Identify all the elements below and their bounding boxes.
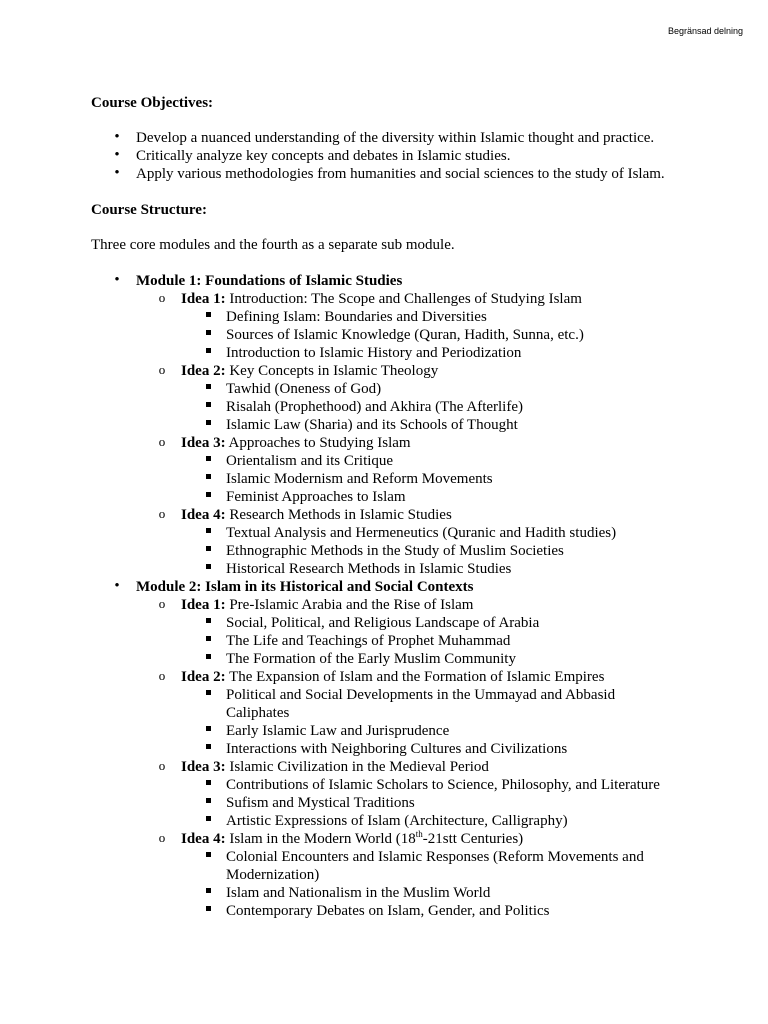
bullet-dot: • [114, 272, 120, 288]
bullet-square [201, 488, 215, 505]
bullet-square [201, 686, 215, 703]
bullet-square [201, 884, 215, 901]
objective-item: Apply various methodologies from humanities and social sciences to the study of Islam. [136, 166, 665, 182]
bullet-circle: o [158, 596, 166, 611]
idea-text: Approaches to Studying Islam [228, 435, 411, 451]
idea-label: Idea 1: [181, 291, 226, 307]
bullet-square [201, 650, 215, 667]
sub-item: Introduction to Islamic History and Periodization [226, 345, 522, 361]
bullet-circle: o [158, 434, 166, 449]
bullet-square [201, 416, 215, 433]
bullet-circle: o [158, 290, 166, 305]
bullet-square [201, 542, 215, 559]
bullet-square [201, 380, 215, 397]
sub-item: Islamic Law (Sharia) and its Schools of Thought [226, 417, 518, 433]
sub-item: Tawhid (Oneness of God) [226, 381, 382, 397]
idea-text: The Expansion of Islam and the Formation of Islamic Empires [229, 669, 605, 685]
idea-label: Idea 3: [181, 759, 226, 775]
bullet-square [201, 326, 215, 343]
idea-line [181, 758, 489, 776]
idea-text: Islamic Civilization in the Medieval Period [229, 759, 489, 775]
bullet-square [201, 740, 215, 757]
sub-item: Feminist Approaches to Islam [226, 489, 406, 505]
bullet-square [201, 470, 215, 487]
bullet-square [201, 902, 215, 919]
bullet-square [201, 614, 215, 631]
idea-text: Pre-Islamic Arabia and the Rise of Islam [229, 597, 474, 613]
bullet-square [201, 776, 215, 793]
idea-label: Idea 3: [181, 435, 226, 451]
objectives-heading: Course Objectives: [91, 95, 214, 111]
module-title: Module 1: Foundations of Islamic Studies [136, 273, 403, 289]
objective-item: Develop a nuanced understanding of the diversity within Islamic thought and practice. [136, 130, 655, 146]
idea-line [181, 830, 523, 848]
superscript: th [415, 829, 423, 839]
sub-item: Sufism and Mystical Traditions [226, 795, 415, 811]
sub-item: Early Islamic Law and Jurisprudence [226, 723, 450, 739]
sub-item: Sources of Islamic Knowledge (Quran, Hadith, Sunna, etc.) [226, 327, 584, 343]
bullet-dot: • [114, 578, 120, 594]
sub-item: Historical Research Methods in Islamic Studies [226, 561, 512, 577]
idea-text: Introduction: The Scope and Challenges of Studying Islam [229, 291, 582, 307]
bullet-circle: o [158, 668, 166, 683]
bullet-square [201, 848, 215, 865]
objective-item: Critically analyze key concepts and debates in Islamic studies. [136, 148, 511, 164]
idea-text: Research Methods in Islamic Studies [229, 507, 452, 523]
sub-item: Contributions of Islamic Scholars to Science, Philosophy, and Literature [226, 777, 660, 793]
bullet-dot: • [114, 129, 120, 145]
bullet-circle: o [158, 830, 166, 845]
bullet-square [201, 632, 215, 649]
sub-item: Islamic Modernism and Reform Movements [226, 471, 493, 487]
idea-line [181, 506, 452, 524]
sub-item: Orientalism and its Critique [226, 453, 394, 469]
bullet-dot: • [114, 165, 120, 181]
sub-item-continuation: Caliphates [226, 705, 290, 721]
sub-item: Ethnographic Methods in the Study of Muslim Societies [226, 543, 564, 559]
bullet-square [201, 524, 215, 541]
sub-item: Interactions with Neighboring Cultures and Civilizations [226, 741, 568, 757]
idea-label: Idea 4: [181, 831, 226, 847]
bullet-square [201, 722, 215, 739]
sub-item: Islam and Nationalism in the Muslim World [226, 885, 491, 901]
sub-item: Colonial Encounters and Islamic Responses (Reform Movements and [226, 849, 644, 865]
idea-text: Key Concepts in Islamic Theology [229, 363, 439, 379]
bullet-square [201, 398, 215, 415]
bullet-square [201, 452, 215, 469]
idea-label: Idea 2: [181, 363, 226, 379]
structure-intro: Three core modules and the fourth as a separate sub module. [91, 237, 455, 253]
bullet-dot: • [114, 147, 120, 163]
bullet-circle: o [158, 758, 166, 773]
bullet-square [201, 560, 215, 577]
sub-item: Political and Social Developments in the Ummayad and Abbasid [226, 687, 616, 703]
bullet-square [201, 344, 215, 361]
bullet-square [201, 812, 215, 829]
bullet-circle: o [158, 506, 166, 521]
bullet-circle: o [158, 362, 166, 377]
idea-line [181, 362, 438, 380]
header-classification-label: Begränsad delning [667, 26, 743, 36]
sub-item-continuation: Modernization) [226, 867, 320, 883]
bullet-square [201, 794, 215, 811]
idea-line [181, 290, 582, 308]
sub-item: Artistic Expressions of Islam (Architecture, Calligraphy) [226, 813, 568, 829]
sub-item: The Formation of the Early Muslim Community [226, 651, 516, 667]
idea-text-end: -21stt Centuries) [422, 831, 524, 847]
idea-label: Idea 1: [181, 597, 226, 613]
idea-text: Islam in the Modern World (18 [229, 831, 416, 847]
sub-item: Social, Political, and Religious Landscape of Arabia [226, 615, 540, 631]
idea-line [181, 596, 473, 614]
idea-label: Idea 2: [181, 669, 226, 685]
idea-line [181, 434, 411, 452]
sub-item: Defining Islam: Boundaries and Diversities [226, 309, 487, 325]
module-title: Module 2: Islam in its Historical and Social Contexts [136, 579, 474, 595]
bullet-square [201, 308, 215, 325]
sub-item: Risalah (Prophethood) and Akhira (The Afterlife) [226, 399, 523, 415]
sub-item: The Life and Teachings of Prophet Muhammad [226, 633, 511, 649]
idea-label: Idea 4: [181, 507, 226, 523]
structure-heading: Course Structure: [91, 202, 207, 218]
sub-item: Textual Analysis and Hermeneutics (Quranic and Hadith studies) [226, 525, 617, 541]
sub-item: Contemporary Debates on Islam, Gender, and Politics [226, 903, 550, 919]
idea-line [181, 668, 604, 686]
